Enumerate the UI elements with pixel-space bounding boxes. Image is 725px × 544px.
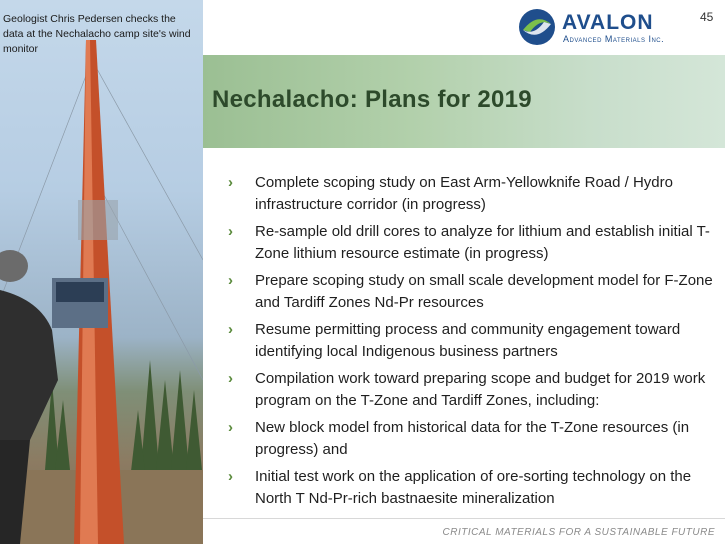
logo-wordmark: AVALON (562, 11, 654, 34)
list-item-text: Initial test work on the application of ore-sorting technology on the North T Nd-Pr-rich bastnaesite mineralization (255, 468, 692, 507)
list-item (226, 417, 714, 461)
slide-title: Nechalacho: Plans for 2019 (212, 86, 532, 113)
chevron-right-icon: › (228, 174, 233, 191)
list-item-text: Prepare scoping study on small scale development model for F-Zone and Tardiff Zones Nd-Pr resources (255, 272, 713, 311)
list-item (226, 466, 714, 510)
chevron-right-icon: › (228, 370, 233, 387)
list-item (226, 172, 714, 216)
chevron-right-icon: › (228, 223, 233, 240)
list-item (226, 368, 714, 412)
footer-divider (203, 518, 725, 519)
list-item-text: Compilation work toward preparing scope and budget for 2019 work program on the T-Zone and Tardiff Zones, including: (255, 370, 706, 409)
footer-tagline: CRITICAL MATERIALS FOR A SUSTAINABLE FUTURE (442, 527, 715, 538)
list-item-text: Resume permitting process and community engagement toward identifying local Indigenous business partners (255, 321, 681, 360)
photo-caption: Geologist Chris Pedersen checks the data at the Nechalacho camp site's wind monitor (3, 13, 191, 55)
chevron-right-icon: › (228, 321, 233, 338)
chevron-right-icon: › (228, 272, 233, 289)
plans-list (226, 172, 714, 515)
list-item (226, 270, 714, 314)
slide-header (203, 0, 725, 55)
chevron-right-icon: › (228, 419, 233, 436)
list-item-text: Re-sample old drill cores to analyze for lithium and establish initial T-Zone lithium resource estimate (in progress) (255, 223, 710, 262)
avalon-swirl-icon (518, 8, 556, 46)
list-item (226, 319, 714, 363)
photo-panel (0, 0, 203, 544)
logo-subtitle: Advanced Materials Inc. (563, 34, 665, 44)
list-item-text: Complete scoping study on East Arm-Yellowknife Road / Hydro infrastructure corridor (in progress) (255, 174, 673, 213)
avalon-logo (518, 8, 708, 48)
list-item-text: New block model from historical data for the T-Zone resources (in progress) and (255, 419, 690, 458)
wind-monitor-photo (0, 0, 203, 544)
chevron-right-icon: › (228, 468, 233, 485)
page-number: 45 (700, 10, 714, 24)
title-band (203, 55, 725, 148)
list-item (226, 221, 714, 265)
